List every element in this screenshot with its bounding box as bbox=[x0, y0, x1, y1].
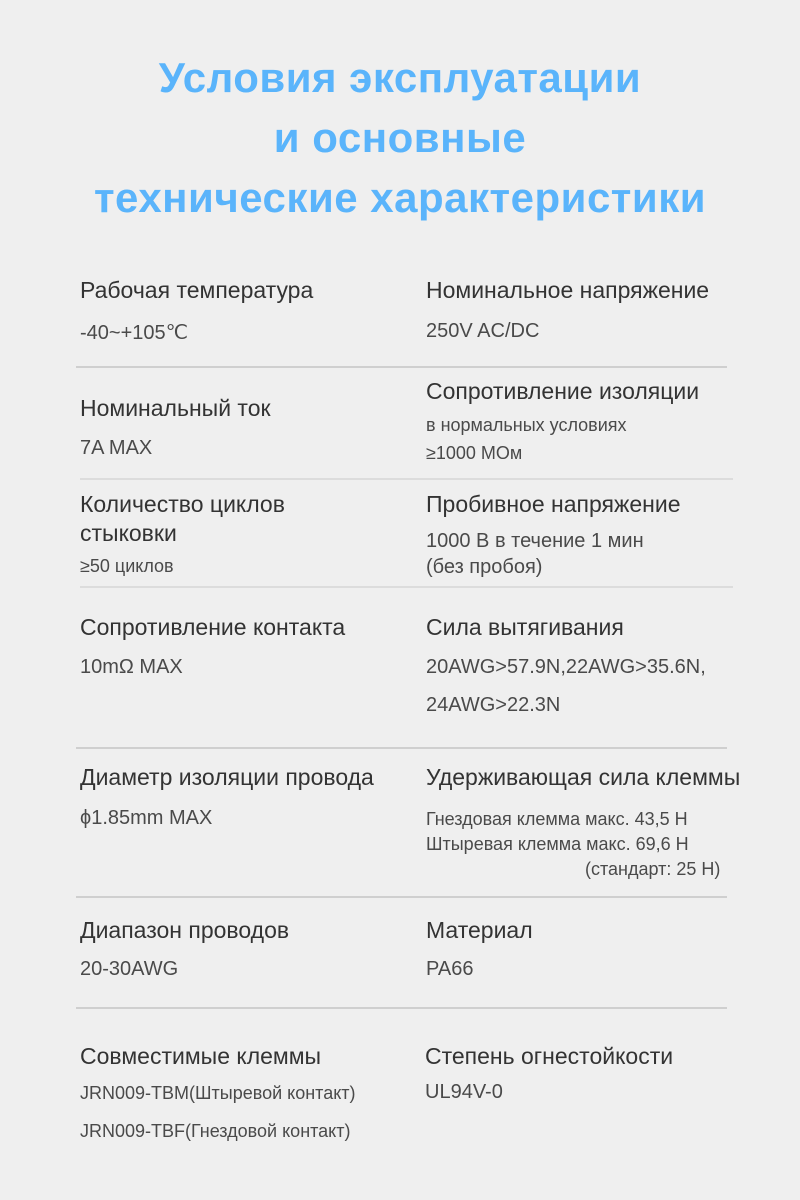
rated-current-label: Номинальный ток bbox=[80, 395, 271, 421]
title-line-2: и основные bbox=[273, 114, 527, 161]
material-value: PA66 bbox=[426, 958, 474, 980]
terminal-retention-force-label: Удерживающая сила клеммы bbox=[426, 764, 741, 790]
dielectric-voltage-value-line-1: 1000 В в течение 1 мин bbox=[426, 530, 644, 552]
operating-temperature-label: Рабочая температура bbox=[80, 277, 314, 303]
page-title bbox=[0, 48, 800, 228]
flammability-rating-value: UL94V-0 bbox=[425, 1081, 503, 1103]
pull-out-force-label: Сила вытягивания bbox=[426, 614, 624, 640]
terminal-retention-force-value-line-3: (стандарт: 25 Н) bbox=[585, 859, 721, 879]
dielectric-voltage-value-line-2: (без пробоя) bbox=[426, 556, 543, 578]
contact-resistance-label: Сопротивление контакта bbox=[80, 614, 346, 640]
title-line-3: технические характеристики bbox=[93, 174, 707, 221]
terminal-retention-force-value-line-2: Штыревая клемма макс. 69,6 Н bbox=[426, 834, 689, 854]
rated-voltage-value: 250V AC/DC bbox=[426, 320, 540, 342]
mating-cycles-label-line-1: Количество циклов bbox=[80, 491, 285, 517]
compatible-terminals-value-line-2: JRN009-TBF(Гнездовой контакт) bbox=[80, 1121, 351, 1141]
insulation-resistance-condition: в нормальных условиях bbox=[426, 415, 627, 435]
mating-cycles-value: ≥50 циклов bbox=[80, 556, 174, 576]
compatible-terminals-value-line-1: JRN009-TBM(Штыревой контакт) bbox=[80, 1083, 356, 1103]
compatible-terminals-label: Совместимые клеммы bbox=[80, 1043, 322, 1069]
dielectric-voltage-label: Пробивное напряжение bbox=[426, 491, 681, 517]
insulation-resistance-label: Сопротивление изоляции bbox=[426, 378, 700, 404]
pull-out-force-value-line-1: 20AWG>57.9N,22AWG>35.6N, bbox=[426, 656, 706, 678]
rated-voltage-label: Номинальное напряжение bbox=[426, 277, 710, 303]
rated-current-value: 7A MAX bbox=[80, 437, 153, 459]
contact-resistance-value: 10mΩ MAX bbox=[80, 656, 183, 678]
terminal-retention-force-value-line-1: Гнездовая клемма макс. 43,5 Н bbox=[426, 809, 688, 829]
divider bbox=[76, 366, 727, 368]
material-label: Материал bbox=[426, 917, 533, 943]
insulation-resistance-value: ≥1000 МОм bbox=[426, 443, 523, 463]
mating-cycles-label-line-2: стыковки bbox=[80, 520, 177, 546]
divider bbox=[76, 747, 727, 749]
flammability-rating-label: Степень огнестойкости bbox=[425, 1043, 674, 1069]
wire-insulation-diameter-label: Диаметр изоляции провода bbox=[80, 764, 374, 790]
divider bbox=[80, 478, 733, 480]
wire-range-value: 20-30AWG bbox=[80, 958, 179, 980]
title-line-1: Условия эксплуатации bbox=[158, 54, 642, 101]
divider bbox=[76, 896, 727, 898]
divider bbox=[80, 586, 733, 588]
operating-temperature-value: -40~+105℃ bbox=[80, 322, 189, 344]
divider bbox=[76, 1007, 727, 1009]
wire-insulation-diameter-value: ϕ1.85mm MAX bbox=[80, 807, 213, 829]
pull-out-force-value-line-2: 24AWG>22.3N bbox=[426, 694, 561, 716]
wire-range-label: Диапазон проводов bbox=[80, 917, 290, 943]
